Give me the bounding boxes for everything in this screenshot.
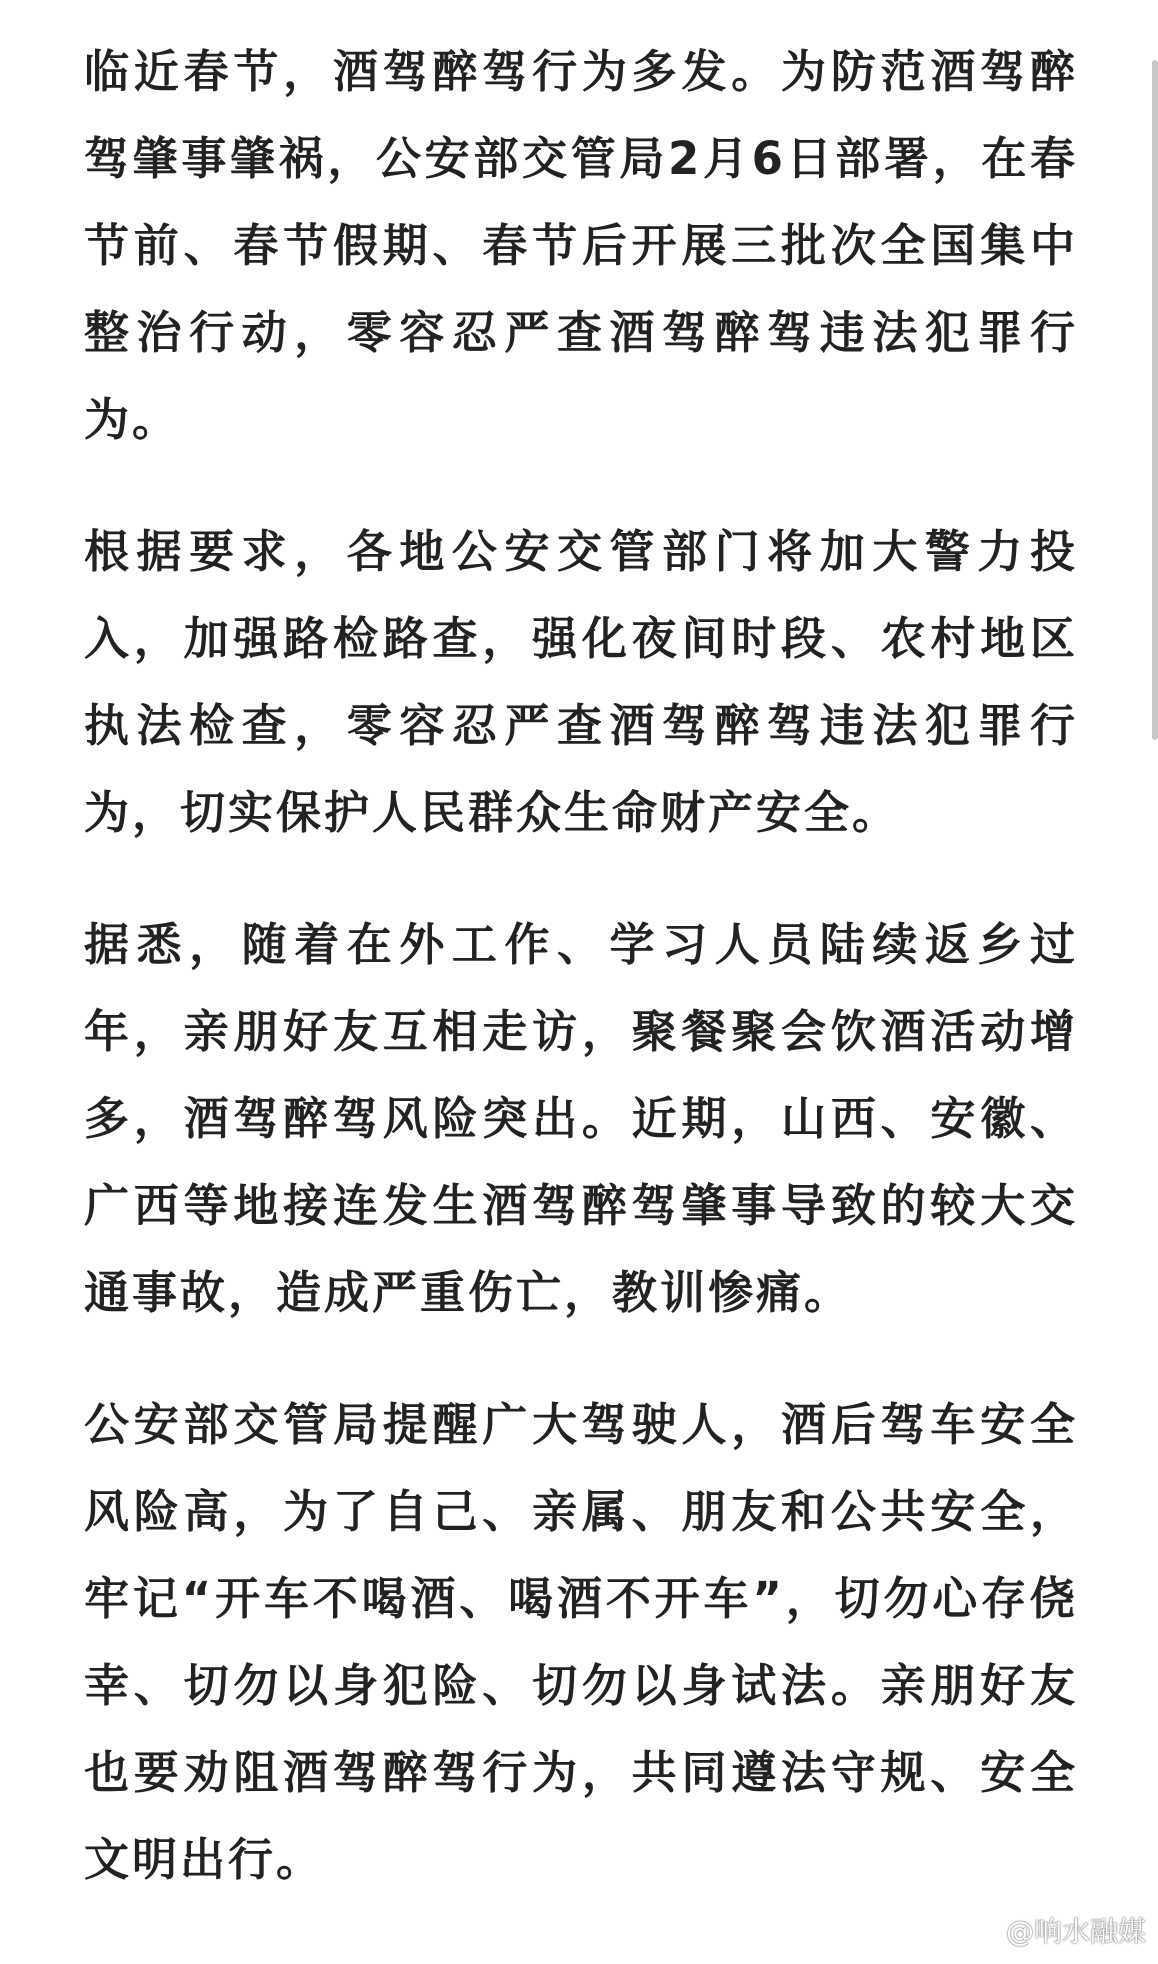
weibo-icon	[960, 1913, 1000, 1947]
scrollbar-thumb[interactable]	[1152, 60, 1158, 740]
watermark	[960, 1910, 1146, 1950]
article-paragraph-3: 据悉，随着在外工作、学习人员陆续返乡过年，亲朋好友互相走访，聚餐聚会饮酒活动增多，酒驾醉驾风险突出。近期，山西、安徽、广西等地接连发生酒驾醉驾肇事导致的较大交通事故，造成严重伤亡，教训惨痛。	[84, 918, 1078, 1319]
article-body	[84, 28, 1078, 1903]
watermark-text: @响水融媒	[1005, 1915, 1146, 1948]
article-paragraph-1: 临近春节，酒驾醉驾行为多发。为防范酒驾醉驾肇事肇祸，公安部交管局2月6日部署，在春节前、春节假期、春节后开展三批次全国集中整治行动，零容忍严查酒驾醉驾违法犯罪行为。	[84, 45, 1078, 446]
article-paragraph-4: 公安部交管局提醒广大驾驶人，酒后驾车安全风险高，为了自己、亲属、朋友和公共安全，牢记“开车不喝酒、喝酒不开车”，切勿心存侥幸、切勿以身犯险、切勿以身试法。亲朋好友也要劝阻酒驾醉驾行为，共同遵法守规、安全文明出行。	[84, 1398, 1078, 1886]
article-paragraph-2: 根据要求，各地公安交管部门将加大警力投入，加强路检路查，强化夜间时段、农村地区执法检查，零容忍严查酒驾醉驾违法犯罪行为，切实保护人民群众生命财产安全。	[84, 525, 1078, 839]
